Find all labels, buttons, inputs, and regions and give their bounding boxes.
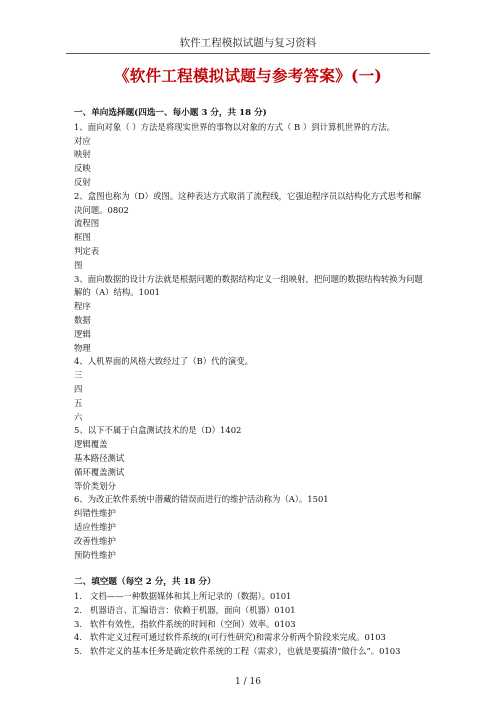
item-number: 5. xyxy=(74,646,82,657)
section-heading-choice: 一、单向选择题(四选一、每小题 3 分，共 18 分) xyxy=(74,108,267,118)
section-gap xyxy=(74,562,424,576)
text-line: 判定表 xyxy=(74,245,100,256)
text-line: 程序 xyxy=(74,301,91,312)
text-line: 物理 xyxy=(74,342,91,353)
page-number: 1 / 16 xyxy=(235,677,261,687)
item-text: 机器语言、汇编语言：依赖于机器，面向（机器）0101 xyxy=(90,604,296,615)
header-divider xyxy=(66,53,430,54)
item-number: 1. xyxy=(74,591,82,602)
text-line: 纠错性维护 xyxy=(74,508,116,519)
fill-question-item xyxy=(74,645,424,659)
text-line: 逻辑覆盖 xyxy=(74,439,108,450)
item-number: 3. xyxy=(74,618,82,629)
item-number: 4. xyxy=(74,632,82,643)
text-line: 数据 xyxy=(74,314,91,325)
document-title: 《软件工程模拟试题与参考答案》(一) xyxy=(113,66,383,85)
text-line: 映射 xyxy=(74,149,91,160)
text-line: 等价类划分 xyxy=(74,480,116,491)
text-line: 1、面向对象（ ）方法是将现实世界的事物以对象的方式（ B ）到计算机世界的方法。 xyxy=(74,121,395,132)
choice-question-list xyxy=(74,121,424,563)
item-text: 软件有效性，指软件系统的时间和（空间）效率。0103 xyxy=(90,618,296,629)
text-line: 流程图 xyxy=(74,218,100,229)
text-line: 反映 xyxy=(74,163,91,174)
page-header: 软件工程模拟试题与复习资料 xyxy=(179,37,317,49)
text-line: 预防性维护 xyxy=(74,549,116,560)
text-line: 五 xyxy=(74,397,83,408)
text-line: 6、为改正软件系统中潜藏的错误而进行的维护活动称为（A）。1501 xyxy=(74,494,329,505)
item-text: 文档——一种数据媒体和其上所记录的（数据）。0101 xyxy=(90,591,292,602)
text-line: 逻辑 xyxy=(74,328,91,339)
text-line: 循环覆盖测试 xyxy=(74,466,125,477)
fill-question-item xyxy=(74,590,424,604)
document-body xyxy=(74,107,424,659)
text-line: 5、以下不属于白盒测试技术的是（D）1402 xyxy=(74,425,242,436)
text-line: 反射 xyxy=(74,176,91,187)
section-heading-fill: 二、填空题（每空 2 分，共 18 分） xyxy=(74,577,216,588)
text-line: 图 xyxy=(74,259,83,270)
text-line: 适应性维护 xyxy=(74,521,116,532)
fill-question-item xyxy=(74,631,424,645)
item-text: 软件定义过程可通过软件系统的(可行性研究)和需求分析两个阶段来完成。0103 xyxy=(90,632,386,643)
text-line: 对应 xyxy=(74,135,91,146)
text-line: 改善性维护 xyxy=(74,535,116,546)
text-line: 三 xyxy=(74,370,83,381)
fill-question-item xyxy=(74,604,424,618)
text-line: 四 xyxy=(74,383,83,394)
text-line: 六 xyxy=(74,411,83,422)
text-line: 2、盒图也称为（D）或图。这种表达方式取消了流程线，它强迫程序员以结构化方式思考和解决问题。0802 xyxy=(74,190,422,215)
text-line: 4、人机界面的风格大致经过了（B）代的演变。 xyxy=(74,356,253,367)
fill-question-item xyxy=(74,618,424,632)
text-line: 3、面向数据的设计方法就是根据问题的数据结构定义一组映射，把问题的数据结构转换为问题解的（A）结构。1001 xyxy=(74,273,423,298)
text-line: 框图 xyxy=(74,232,91,243)
item-text: 软件定义的基本任务是确定软件系统的工程（需求），也就是要搞清“做什么”。0103 xyxy=(90,646,401,657)
item-number: 2. xyxy=(74,604,82,615)
text-line: 基本路径测试 xyxy=(74,452,125,463)
fill-question-list xyxy=(74,590,424,659)
